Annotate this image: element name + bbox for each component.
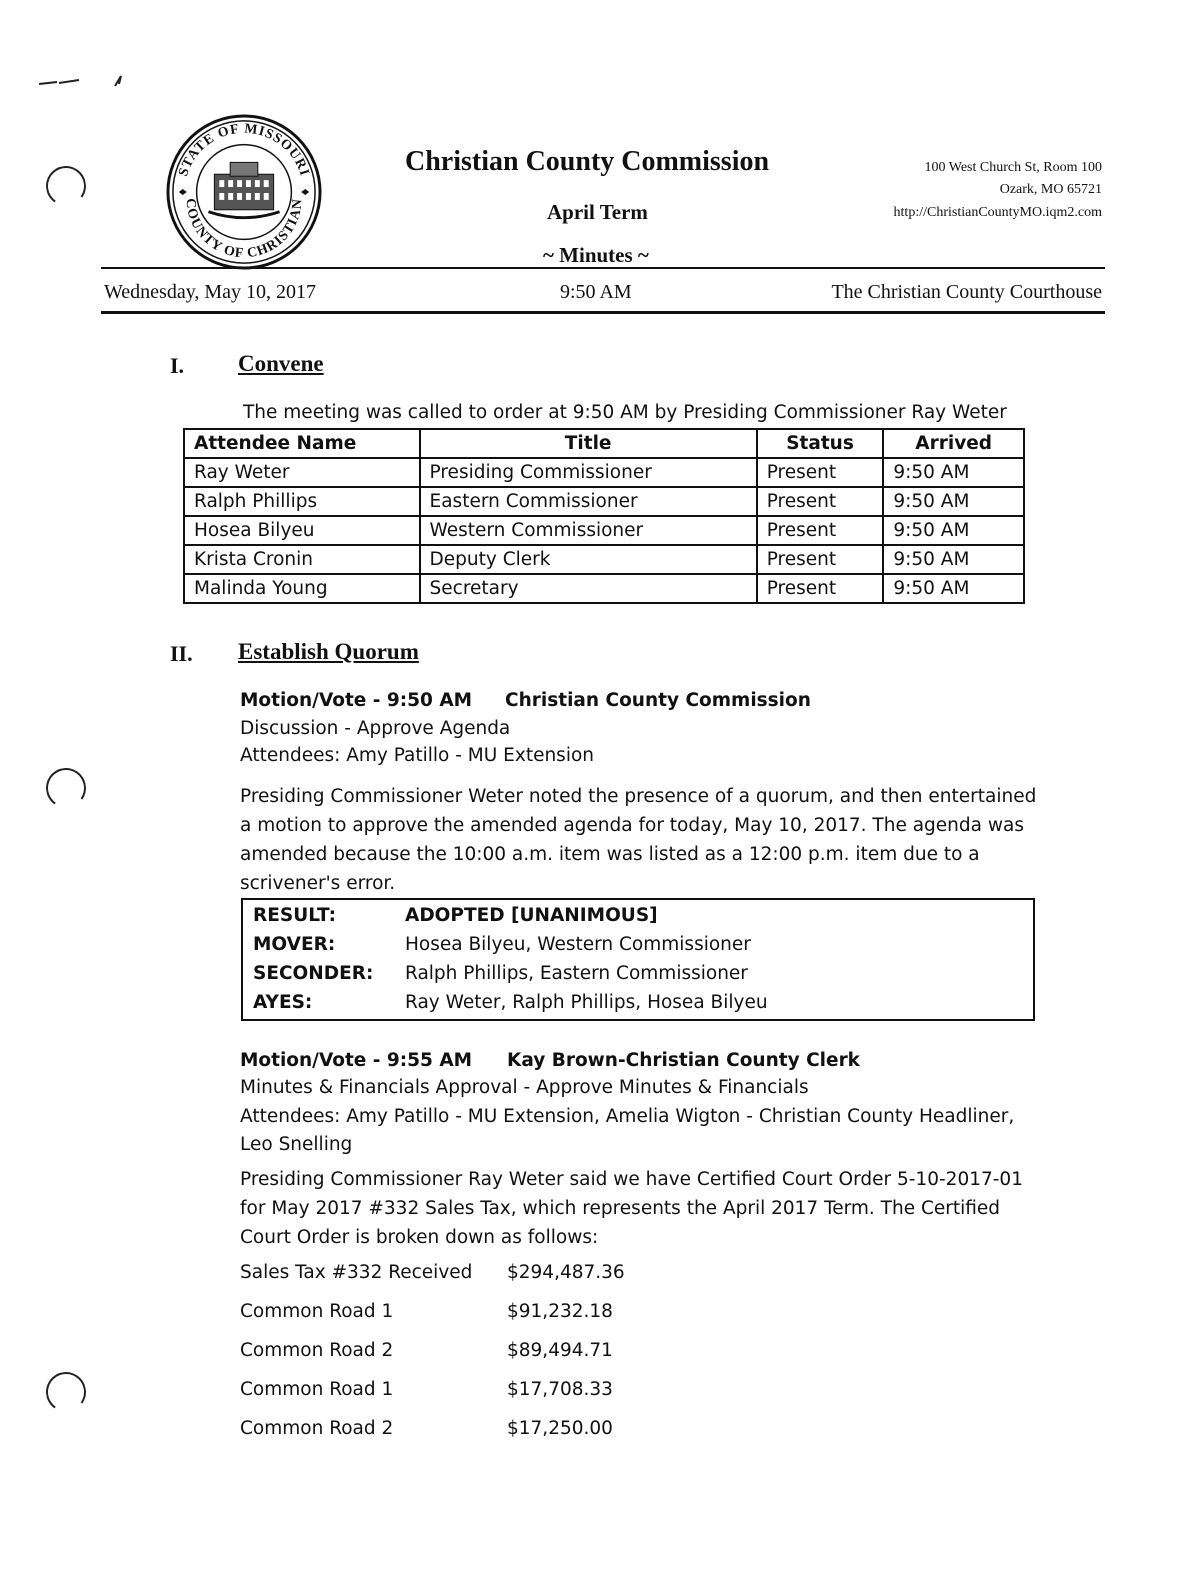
amount-label: Common Road 2 — [240, 1418, 394, 1439]
section-2-title: Establish Quorum — [238, 639, 419, 664]
binder-hole — [43, 1369, 89, 1415]
attendee-title: Presiding Commissioner — [420, 458, 757, 487]
amount-label: Common Road 1 — [240, 1379, 394, 1400]
header-attendee-name: Attendee Name — [184, 429, 420, 458]
header-arrived: Arrived — [883, 429, 1024, 458]
address-line-1: 100 West Church St, Room 100 — [924, 160, 1102, 175]
amount-label: Common Road 1 — [240, 1301, 394, 1322]
attendee-name: Hosea Bilyeu — [184, 516, 420, 545]
attendee-name: Krista Cronin — [184, 545, 420, 574]
attendee-status: Present — [757, 545, 884, 574]
attendee-title: Deputy Clerk — [420, 545, 757, 574]
header-rule-bottom — [101, 311, 1105, 314]
minutes-label: ~ Minutes ~ — [543, 243, 649, 267]
motion-1-paragraph: Presiding Commissioner Weter noted the presence of a quorum, and then entertained a motion to approve the amended agenda for today, May 10, 2017. The agenda was amended because the 10:00 a.m. item was listed as a 12:00 p.m. item due to a scrivener's error. — [240, 786, 1037, 894]
document-title: Christian County Commission — [405, 146, 770, 177]
motion-2-paragraph: Presiding Commissioner Ray Weter said we have Certified Court Order 5-10-2017-01 for May 2017 #332 Sales Tax, which represents the April 2017 Term. The Certified Court Order is broken down as follows: — [240, 1169, 1023, 1248]
motion-1-label: Motion/Vote - 9:50 AM — [240, 690, 473, 711]
table-row — [184, 574, 1024, 603]
motion-2-attendees: Attendees: Amy Patillo - MU Extension, Amelia Wigton - Christian County Headliner, Leo Snelling — [240, 1106, 1015, 1155]
attendee-status: Present — [757, 458, 884, 487]
seal-top-text: STATE OF MISSOURI — [175, 120, 313, 178]
table-row — [184, 545, 1024, 574]
table-row — [184, 516, 1024, 545]
motion-1-body: Christian County Commission — [505, 690, 811, 711]
binder-hole — [43, 765, 89, 811]
attendee-table — [183, 428, 1025, 604]
meeting-time: 9:50 AM — [560, 281, 632, 303]
attendee-title: Eastern Commissioner — [420, 487, 757, 516]
attendee-name: Ralph Phillips — [184, 487, 420, 516]
amount-value: $294,487.36 — [507, 1262, 625, 1283]
attendee-name: Ray Weter — [184, 458, 420, 487]
attendee-title: Western Commissioner — [420, 516, 757, 545]
table-row — [184, 458, 1024, 487]
amount-label: Sales Tax #332 Received — [240, 1262, 473, 1283]
website-link: http://ChristianCountyMO.iqm2.com — [893, 205, 1102, 220]
result-value: ADOPTED [UNANIMOUS] — [405, 905, 658, 926]
seconder-value: Ralph Phillips, Eastern Commissioner — [405, 963, 748, 984]
motion-2-label: Motion/Vote - 9:55 AM — [240, 1050, 473, 1071]
seal-bottom-text: COUNTY OF CHRISTIAN — [183, 197, 305, 261]
attendee-status: Present — [757, 574, 884, 603]
term-label: April Term — [547, 200, 648, 224]
table-row — [184, 487, 1024, 516]
header-title: Title — [420, 429, 757, 458]
motion-2-discussion: Minutes & Financials Approval - Approve Minutes & Financials — [240, 1077, 809, 1098]
meeting-date: Wednesday, May 10, 2017 — [104, 281, 317, 303]
county-seal — [165, 113, 323, 271]
meeting-location: The Christian County Courthouse — [831, 281, 1102, 303]
vote-result-box — [241, 898, 1035, 1021]
attendee-arrived: 9:50 AM — [883, 458, 1024, 487]
result-label: RESULT: — [253, 905, 336, 926]
attendee-arrived: 9:50 AM — [883, 574, 1024, 603]
amount-value: $89,494.71 — [507, 1340, 613, 1361]
ayes-label: AYES: — [253, 992, 313, 1013]
amount-value: $17,708.33 — [507, 1379, 613, 1400]
convene-intro: The meeting was called to order at 9:50 AM by Presiding Commissioner Ray Weter — [243, 402, 1007, 423]
mover-value: Hosea Bilyeu, Western Commissioner — [405, 934, 751, 955]
seconder-label: SECONDER: — [253, 963, 374, 984]
address-line-2: Ozark, MO 65721 — [999, 182, 1102, 197]
section-2-number: II. — [170, 641, 193, 666]
attendee-arrived: 9:50 AM — [883, 545, 1024, 574]
attendee-name: Malinda Young — [184, 574, 420, 603]
motion-2-body: Kay Brown-Christian County Clerk — [507, 1050, 860, 1071]
amount-value: $17,250.00 — [507, 1418, 613, 1439]
motion-1-discussion: Discussion - Approve Agenda — [240, 718, 511, 739]
motion-1-attendees: Attendees: Amy Patillo - MU Extension — [240, 745, 595, 766]
amount-label: Common Road 2 — [240, 1340, 394, 1361]
header-status: Status — [757, 429, 884, 458]
attendee-status: Present — [757, 516, 884, 545]
section-1-number: I. — [170, 353, 185, 378]
mover-label: MOVER: — [253, 934, 336, 955]
attendee-arrived: 9:50 AM — [883, 516, 1024, 545]
ayes-value: Ray Weter, Ralph Phillips, Hosea Bilyeu — [405, 992, 768, 1013]
attendee-status: Present — [757, 487, 884, 516]
amount-value: $91,232.18 — [507, 1301, 613, 1322]
table-header-row — [184, 429, 1024, 458]
scan-mark — [35, 70, 135, 94]
binder-hole — [43, 163, 89, 209]
header-rule-top — [101, 267, 1105, 269]
section-1-title: Convene — [238, 351, 324, 376]
attendee-arrived: 9:50 AM — [883, 487, 1024, 516]
attendee-title: Secretary — [420, 574, 757, 603]
